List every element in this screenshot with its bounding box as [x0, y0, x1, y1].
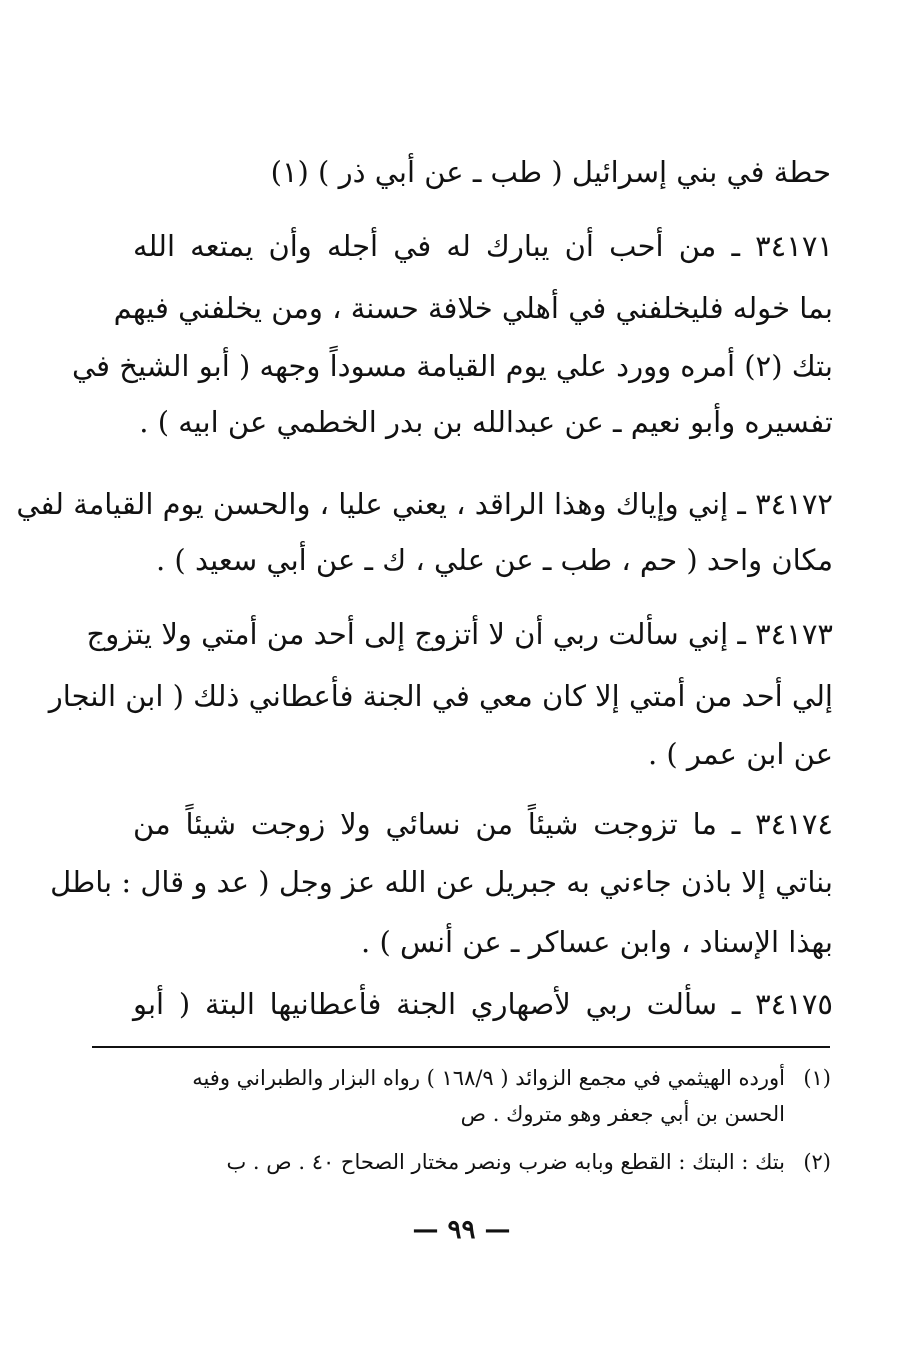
body-line-1: حطة في بني إسرائيل ( طب ـ عن أبي ذر ) (١) [270, 155, 831, 189]
hadith-34171-line-1: ٣٤١٧١ ـ من أحب أن يبارك له في أجله وأن يمتعه الله [133, 229, 833, 263]
footnote-1-text: أورده الهيثمي في مجمع الزوائد ( ١٦٨/٩ ) رواه البزار والطبراني وفيه [192, 1066, 785, 1090]
footnote-separator [92, 1046, 830, 1048]
hadith-34173-line-2: إلي أحد من أمتي إلا كان معي في الجنة فأعطاني ذلك ( ابن النجار [48, 679, 833, 713]
hadith-34171-line-4: تفسيره وأبو نعيم ـ عن عبدالله بن بدر الخطمي عن ابيه ) . [139, 405, 833, 439]
footnote-1-marker: (١) [803, 1066, 831, 1090]
footnote-2-marker: (٢) [803, 1150, 831, 1174]
hadith-34175-line-1: ٣٤١٧٥ ـ سألت ربي لأصهاري الجنة فأعطانيها البتة ( أبو [133, 987, 833, 1021]
hadith-34173-line-1: ٣٤١٧٣ ـ إني سألت ربي أن لا أتزوج إلى أحد من أمتي ولا يتزوج [86, 617, 833, 651]
hadith-34174-line-1: ٣٤١٧٤ ـ ما تزوجت شيئاً من نسائي ولا زوجت شيئاً من [133, 807, 833, 841]
hadith-34171-line-2: بما خوله فليخلفني في أهلي خلافة حسنة ، ومن يخلفني فيهم [113, 291, 833, 325]
hadith-34172-line-2: مكان واحد ( حم ، طب ـ عن علي ، ك ـ عن أبي سعيد ) . [155, 543, 833, 577]
hadith-34173-line-3: عن ابن عمر ) . [647, 737, 833, 771]
footnote-2 [131, 1146, 831, 1178]
footnote-1-continuation: الحسن بن أبي جعفر وهو متروك . ص [460, 1102, 785, 1126]
hadith-34172-line-1: ٣٤١٧٢ ـ إني وإياك وهذا الراقد ، يعني عليا ، والحسن يوم القيامة لفي [16, 487, 833, 521]
hadith-34171-line-3: بتك (٢) أمره وورد علي يوم القيامة مسوداً وجهه ( أبو الشيخ في [71, 349, 833, 383]
hadith-34174-line-2: بناتي إلا باذن جاءني به جبريل عن الله عز وجل ( عد و قال : باطل [50, 865, 833, 899]
footnote-2-text: بتك : البتك : القطع وبابه ضرب ونصر مختار الصحاح ٤٠ . ص . ب [226, 1150, 785, 1174]
hadith-34174-line-3: بهذا الإسناد ، وابن عساكر ـ عن أنس ) . [361, 925, 833, 959]
page-number: — ٩٩ — [412, 1215, 511, 1245]
footnote-1 [131, 1062, 831, 1094]
